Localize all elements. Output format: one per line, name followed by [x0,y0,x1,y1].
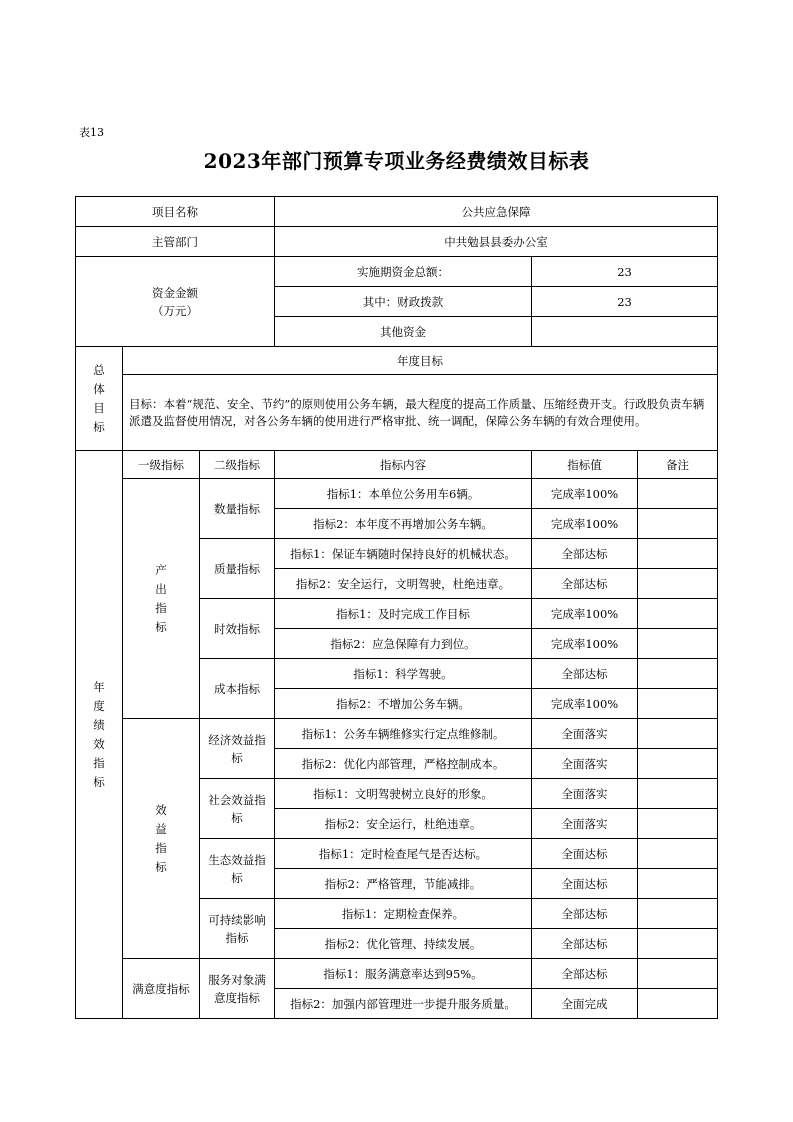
indicator-value: 全部达标 [532,539,638,569]
header-level2: 二级指标 [200,451,275,479]
indicator-note [638,569,718,599]
benefit-indicators-label: 效益指标 [123,719,200,959]
indicator-content: 指标1：公务车辆维修实行定点维修制。 [275,719,532,749]
department-row [76,227,718,257]
indicator-value: 完成率100% [532,509,638,539]
funds-other-label: 其他资金 [275,317,532,347]
indicator-note [638,839,718,869]
satisfaction-indicators-label: 满意度指标 [123,959,200,1019]
funds-total-value: 23 [532,257,718,287]
cost-indicator-label: 成本指标 [200,659,275,719]
annual-goal-row [76,375,718,451]
header-value: 指标值 [532,451,638,479]
header-level1: 一级指标 [123,451,200,479]
indicator-value: 全面达标 [532,839,638,869]
indicator-value: 完成率100% [532,629,638,659]
table-row [76,719,718,749]
indicator-note [638,809,718,839]
funds-total-row [76,257,718,287]
indicator-note [638,479,718,509]
indicator-value: 全部达标 [532,569,638,599]
indicator-value: 全部达标 [532,959,638,989]
indicator-header-row [76,451,718,479]
indicator-note [638,779,718,809]
indicator-content: 指标2：优化管理、持续发展。 [275,929,532,959]
table-row [76,959,718,989]
indicator-content: 指标1：保证车辆随时保持良好的机械状态。 [275,539,532,569]
client-satisfaction-label: 服务对象满意度指标 [200,959,275,1019]
ecological-benefit-label: 生态效益指标 [200,839,275,899]
funds-label [76,257,275,347]
annual-goal-text: 目标：本着“规范、安全、节约”的原则使用公务车辆，最大程度的提高工作质量、压缩经费开支。行政股负责车辆派遣及监督使用情况，对各公务车辆的使用进行严格审批、统一调配，保障公务车辆的有效合理使用。 [123,375,718,451]
indicator-value: 全面落实 [532,779,638,809]
funds-label-line2: （万元） [152,303,199,318]
indicator-content: 指标2：本年度不再增加公务车辆。 [275,509,532,539]
economic-benefit-label: 经济效益指标 [200,719,275,779]
indicator-content: 指标2：应急保障有力到位。 [275,629,532,659]
indicator-content: 指标2：优化内部管理，严格控制成本。 [275,749,532,779]
indicator-content: 指标1：定期检查保养。 [275,899,532,929]
indicator-content: 指标1：本单位公务用车6辆。 [275,479,532,509]
overall-goal-side-label: 总体目标 [76,347,123,451]
social-benefit-label: 社会效益指标 [200,779,275,839]
indicator-content: 指标1：科学驾驶。 [275,659,532,689]
indicator-value: 完成率100% [532,479,638,509]
table-row [76,479,718,509]
table-number: 表13 [79,126,104,139]
header-content: 指标内容 [275,451,532,479]
department-label: 主管部门 [76,227,275,257]
indicator-note [638,899,718,929]
indicator-content: 指标1：服务满意率达到95%。 [275,959,532,989]
indicator-note [638,599,718,629]
timeliness-indicator-label: 时效指标 [200,599,275,659]
indicator-note [638,959,718,989]
indicator-content: 指标1：定时检查尾气是否达标。 [275,839,532,869]
quality-indicator-label: 质量指标 [200,539,275,599]
funds-fiscal-value: 23 [532,287,718,317]
funds-other-value [532,317,718,347]
indicator-content: 指标2：安全运行，杜绝违章。 [275,809,532,839]
project-name-row [76,197,718,227]
indicator-value: 完成率100% [532,689,638,719]
indicator-value: 全部达标 [532,899,638,929]
indicator-value: 全面落实 [532,749,638,779]
funds-label-line1: 资金金额 [152,285,199,300]
department-value: 中共勉县县委办公室 [275,227,718,257]
indicator-note [638,539,718,569]
indicator-value: 全部达标 [532,929,638,959]
indicator-note [638,719,718,749]
indicator-value: 全面达标 [532,869,638,899]
project-name-value: 公共应急保障 [275,197,718,227]
indicator-content: 指标2：严格管理，节能减排。 [275,869,532,899]
indicator-content: 指标2：安全运行，文明驾驶，杜绝违章。 [275,569,532,599]
annual-goal-header-row [76,347,718,375]
indicator-content: 指标1：及时完成工作目标 [275,599,532,629]
indicator-value: 全面落实 [532,719,638,749]
funds-total-label: 实施期资金总额： [275,257,532,287]
project-name-label: 项目名称 [76,197,275,227]
indicator-value: 全面落实 [532,809,638,839]
indicator-note [638,689,718,719]
indicator-content: 指标1：文明驾驶树立良好的形象。 [275,779,532,809]
indicator-content: 指标2：加强内部管理进一步提升服务质量。 [275,989,532,1019]
annual-indicators-side-label: 年度绩效指标 [76,451,123,1019]
indicator-note [638,509,718,539]
indicator-note [638,659,718,689]
sustainable-impact-label: 可持续影响指标 [200,899,275,959]
performance-target-table [75,196,718,1019]
indicator-note [638,929,718,959]
indicator-value: 全部达标 [532,659,638,689]
indicator-note [638,869,718,899]
indicator-note [638,749,718,779]
funds-fiscal-label: 其中：财政拨款 [275,287,532,317]
indicator-content: 指标2：不增加公务车辆。 [275,689,532,719]
header-note: 备注 [638,451,718,479]
indicator-note [638,989,718,1019]
indicator-note [638,629,718,659]
indicator-value: 完成率100% [532,599,638,629]
indicator-value: 全面完成 [532,989,638,1019]
output-indicators-label: 产出指标 [123,479,200,719]
annual-goal-label: 年度目标 [123,347,718,375]
quantity-indicator-label: 数量指标 [200,479,275,539]
page-title: 2023年部门预算专项业务经费绩效目标表 [203,149,590,173]
